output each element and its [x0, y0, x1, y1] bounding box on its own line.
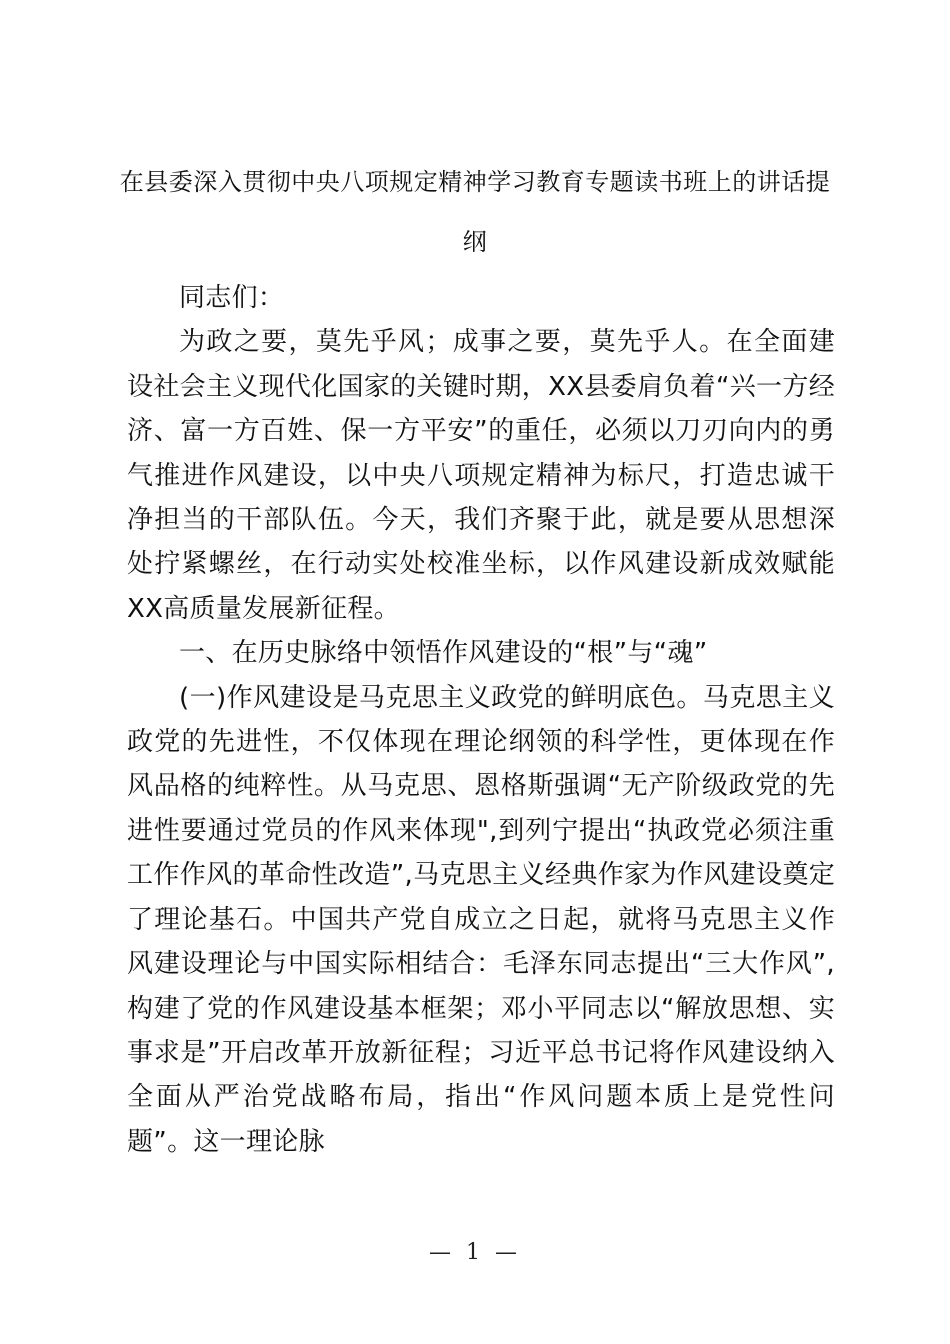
document-body	[127, 276, 835, 1164]
section-heading-1: 一、在历史脉络中领悟作风建设的“根”与“魂”	[179, 638, 708, 669]
salutation: 同志们：	[179, 283, 285, 313]
subsection-paragraph-1: (一)作风建设是马克思主义政党的鲜明底色。马克思主义政党的先进性，不仅体现在理论纲领的科学性，更体现在作风品格的纯粹性。从马克思、恩格斯强调“无产阶级政党的先进性要通过党员的作风来体现",到列宁提出“执政党必须注重工作作风的革命性改造”,马克思主义经典作家为作风建设奠定了理论基石。中国共产党自成立之日起，就将马克思主义作风建设理论与中国实际相结合：毛泽东同志提出“三大作风”,构建了党的作风建设基本框架；邓小平同志以“解放思想、实事求是”开启改革开放新征程；习近平总书记将作风建设纳入全面从严治党战略布局，指出“作风问题本质上是党性问题”。这一理论脉	[127, 682, 836, 1157]
page-number: — 1 —	[429, 1240, 521, 1265]
document-title: 在县委深入贯彻中央八项规定精神学习教育专题读书班上的讲话提纲	[119, 168, 831, 256]
opening-paragraph: 为政之要，莫先乎风；成事之要，莫先乎人。在全面建设社会主义现代化国家的关键时期，XX县委肩负着“兴一方经济、富一方百姓、保一方平安”的重任，必须以刀刃向内的勇气推进作风建设，以中央八项规定精神为标尺，打造忠诚干净担当的干部队伍。今天，我们齐聚于此，就是要从思想深处拧紧螺丝，在行动实处校准坐标，以作风建设新成效赋能XX高质量发展新征程。	[127, 327, 835, 624]
